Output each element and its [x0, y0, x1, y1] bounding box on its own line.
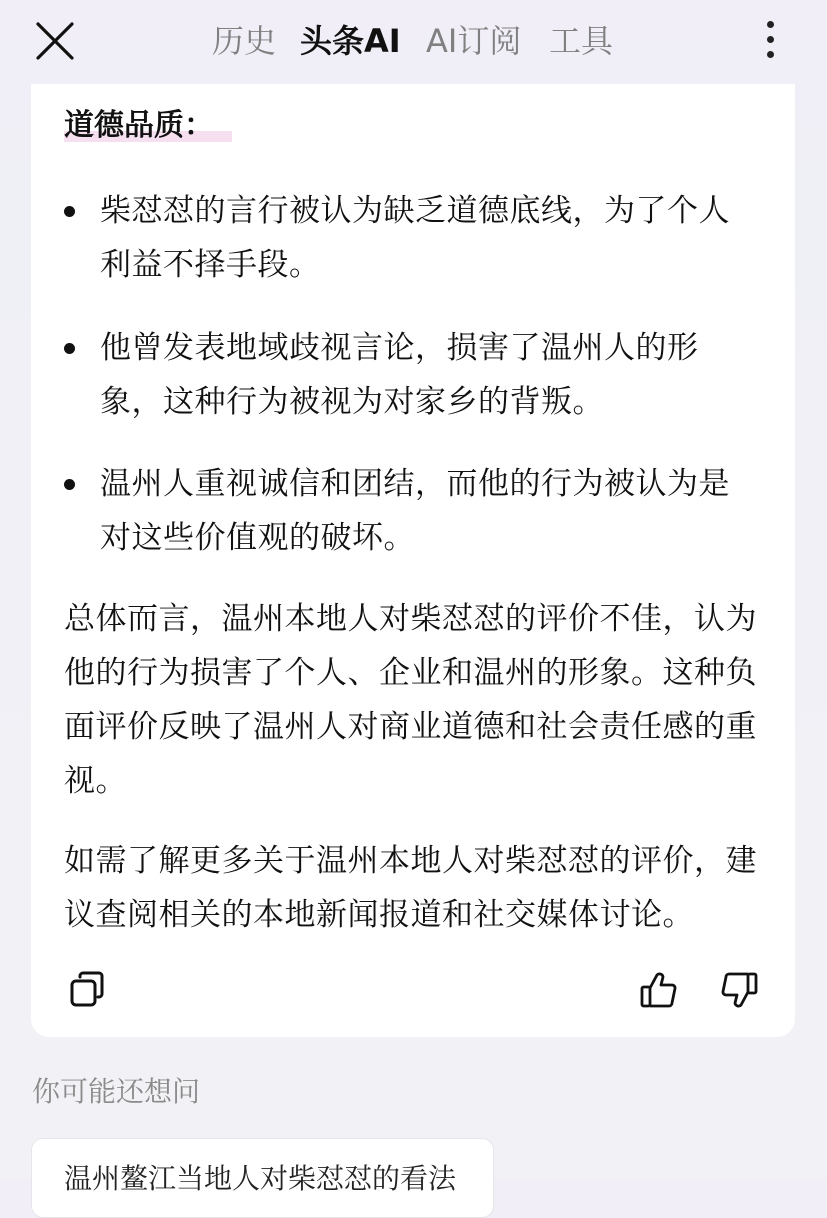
- close-button[interactable]: [34, 20, 76, 62]
- tab-bar: [200, 18, 630, 64]
- tab-tools[interactable]: 工具: [549, 22, 614, 60]
- more-dot-icon: [767, 21, 774, 28]
- more-dot-icon: [767, 51, 774, 58]
- list-item: [64, 321, 764, 429]
- close-icon: [34, 20, 76, 62]
- like-button[interactable]: [639, 970, 679, 1010]
- thumbs-down-icon: [719, 970, 759, 1010]
- list-item: [64, 184, 764, 292]
- section-heading: 道德品质：: [64, 106, 232, 146]
- summary-paragraph: 总体而言，温州本地人对柴怼怼的评价不佳，认为他的行为损害了个人、企业和温州的形象。这种负面评价反映了温州人对商业道德和社会责任感的重视。: [64, 601, 757, 799]
- tab-toutiao-ai[interactable]: 头条AI: [300, 22, 401, 60]
- more-menu-button[interactable]: [756, 18, 786, 62]
- suggestions-title: 你可能还想问: [32, 1075, 201, 1108]
- suggestion-chip[interactable]: [31, 1138, 494, 1218]
- copy-button[interactable]: [68, 970, 108, 1010]
- thumbs-up-icon: [639, 970, 679, 1010]
- more-dot-icon: [767, 36, 774, 43]
- bullet-dot-icon: [64, 206, 75, 217]
- list-item-text: 他曾发表地域歧视言论，损害了温州人的形象，这种行为被视为对家乡的背叛。: [100, 330, 699, 420]
- tab-history[interactable]: 历史: [212, 22, 277, 60]
- bullet-dot-icon: [64, 343, 75, 354]
- top-bar: [0, 0, 827, 84]
- closing-paragraph: 如需了解更多关于温州本地人对柴怼怼的评价，建议查阅相关的本地新闻报道和社交媒体讨论。: [64, 843, 757, 933]
- bullet-dot-icon: [64, 479, 75, 490]
- tab-ai-subscribe[interactable]: AI订阅: [426, 22, 522, 60]
- copy-icon: [68, 970, 108, 1010]
- list-item-text: 柴怼怼的言行被认为缺乏道德底线，为了个人利益不择手段。: [100, 193, 730, 283]
- answer-card: [31, 84, 795, 1037]
- list-item-text: 温州人重视诚信和团结，而他的行为被认为是对这些价值观的破坏。: [100, 466, 730, 556]
- list-item: [64, 457, 764, 565]
- dislike-button[interactable]: [719, 970, 759, 1010]
- suggestion-text: 温州鳌江当地人对柴怼怼的看法: [64, 1162, 457, 1195]
